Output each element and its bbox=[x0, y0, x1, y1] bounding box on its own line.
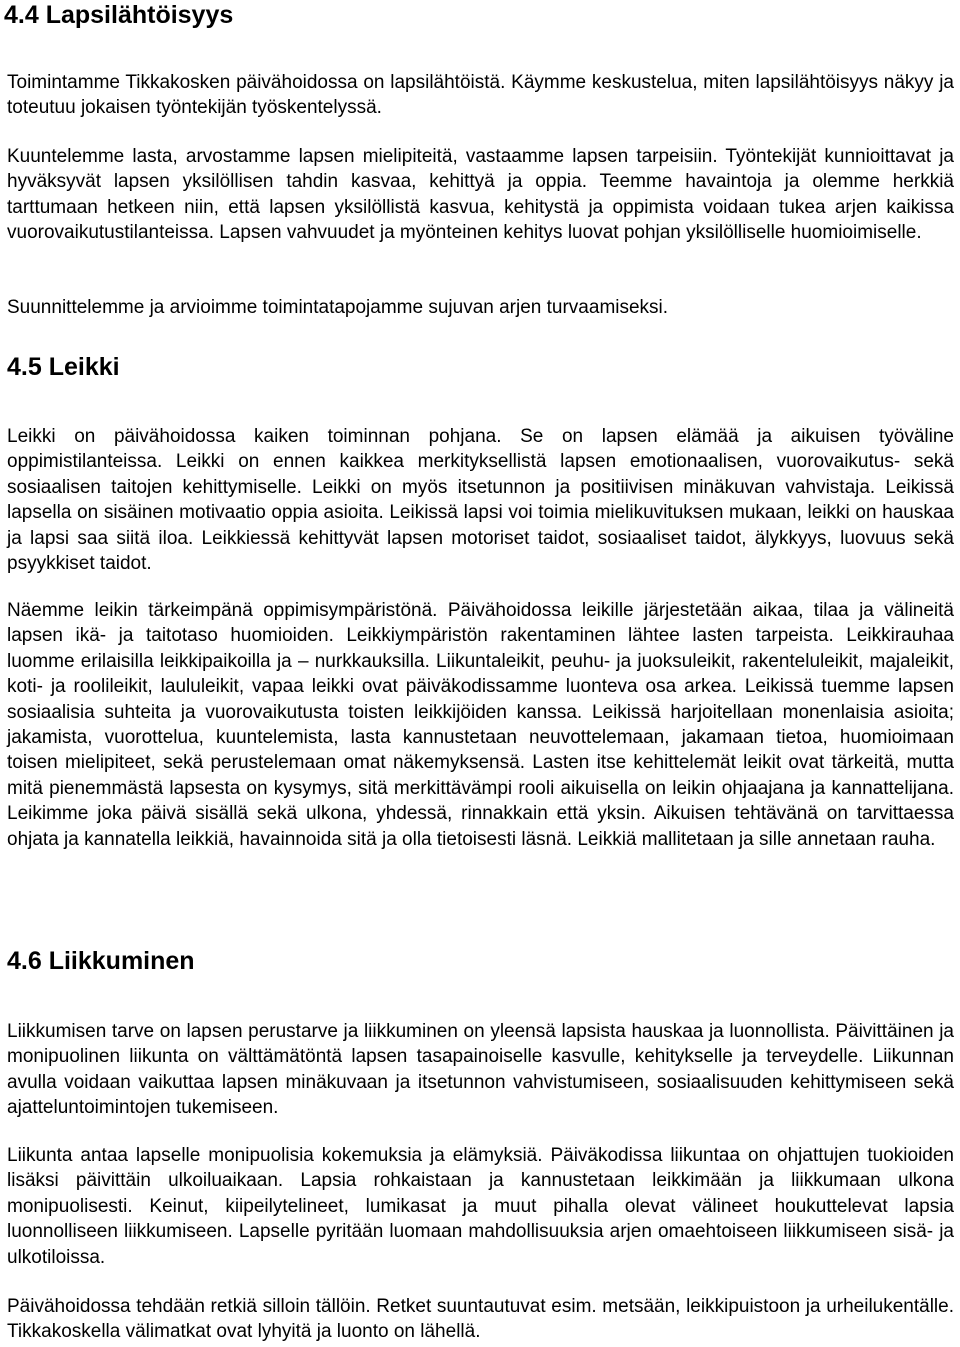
paragraph: Näemme leikin tärkeimpänä oppimisympäristönä. Päivähoidossa leikille järjestetään aikaa, tilaa ja välineitä lapsen ikä- ja taitotaso huomioiden. Leikkiympäristön rakentaminen lähtee lasten tarpeista. Leikkirauhaa luomme erilaisilla leikkipaikoilla ja – nurkkauksilla. Liikuntaleikit, peuhu- ja juoksuleikit, rakenteluleikit, majaleikit, koti- ja roolileikit, laululeikit, vapaa leikki ovat päiväkodissamme luonteva osa arkea. Leikissä tuemme lapsen sosiaalisia suhteita ja vuorovaikutusta toisten leikkijöiden kanssa. Leikissä harjoitellaan monenlaisia asioita; jakamista, vuorottelua, kuuntelemista, lasta kannustetaan neuvottelemaan, jakamaan tietoa, huomioimaan toisen mielipiteet, sekä perustelemaan omat näkemyksensä. Lasten itse kehittelemät leikit ovat tärkeitä, mutta mitä pienemmästä lapsesta on kysymys, sitä merkittävämpi rooli aikuisella on leikin ohjaajana ja kannattelijana. Leikimme joka päivä sisällä sekä ulkona, yhdessä, rinnakkain että yksin. Aikuisen tehtävänä on tarvittaessa ohjata ja kannatella leikkiä, havainnoida sitä ja olla tietoisesti läsnä. Leikkiä mallitetaan ja sille annetaan rauha. bbox=[7, 600, 954, 850]
paragraph: Päivähoidossa tehdään retkiä silloin tällöin. Retket suuntautuvat esim. metsään, leikkipuistoon ja urheilukentälle. Tikkakoskella välimatkat ovat lyhyitä ja luonto on lähellä. bbox=[7, 1296, 954, 1343]
paragraph: Liikunta antaa lapselle monipuolisia kokemuksia ja elämyksiä. Päiväkodissa liikuntaa on ohjattujen tuokioiden lisäksi päivittäin ulkoiluaikaan. Lapsia rohkaistaan ja kannustetaan leikkimään ja liikkumaan ulkona monipuolisesti. Keinut, kiipeilytelineet, lumikasat ja muut pihalla olevat välineet houkuttelevat lapsia luonnolliseen liikkumiseen. Lapselle pyritään luomaan mahdollisuuksia arjen omaehtoiseen liikkumiseen sisä- ja ulkotiloissa. bbox=[7, 1145, 954, 1268]
paragraph: Kuuntelemme lasta, arvostamme lapsen mielipiteitä, vastaamme lapsen tarpeisiin. Työntekijät kunnioittavat ja hyväksyvät lapsen yksilöllisen tahdin kasvaa, kehittyä ja oppia. Teemme havaintoja ja olemme herkkiä tarttumaan hetkeen niin, että lapsen yksilöllistä kasvua, kehitystä ja oppimista voidaan tukea arjen kaikissa vuorovaikutustilanteissa. Lapsen vahvuudet ja myönteinen kehitys luovat pohjan yksilölliselle huomioimiselle. bbox=[7, 146, 954, 244]
section-heading-lapsilahtoisyys: 4.4 Lapsilähtöisyys bbox=[4, 1, 234, 29]
paragraph: Leikki on päivähoidossa kaiken toiminnan pohjana. Se on lapsen elämää ja aikuisen työväline oppimistilanteissa. Leikki on ennen kaikkea merkityksellistä lapsen emotionaalisen, vuorovaikutus- sekä sosiaalisen taitojen kehittymiselle. Leikki on myös itsetunnon ja positiivisen minäkuvan vahvistaja. Leikissä lapsella on sisäinen motivaatio oppia asioita. Leikissä lapsi voi toimia mielikuvituksen mukaan, leikki on hauskaa ja lapsi saa siitä iloa. Leikkiessä kehittyvät lapsen motoriset taidot, sosiaaliset taidot, älykkyys, luovuus sekä psyykkiset taidot. bbox=[7, 426, 954, 575]
paragraph: Toimintamme Tikkakosken päivähoidossa on lapsilähtöistä. Käymme keskustelua, miten lapsilähtöisyys näkyy ja toteutuu jokaisen työntekijän työskentelyssä. bbox=[7, 72, 954, 119]
paragraph: Liikkumisen tarve on lapsen perustarve ja liikkuminen on yleensä lapsista hauskaa ja luonnollista. Päivittäinen ja monipuolinen liikunta on välttämätöntä lapsen tasapainoiselle kasvulle, kehitykselle ja terveydelle. Liikunnan avulla voidaan vaikuttaa lapsen minäkuvaan ja itsetunnon vahvistumiseen, sosiaalisuuden kehittymiseen sekä ajatteluntoimintojen tukemiseen. bbox=[7, 1021, 954, 1119]
section-heading-leikki: 4.5 Leikki bbox=[7, 353, 120, 381]
paragraph: Suunnittelemme ja arvioimme toimintatapojamme sujuvan arjen turvaamiseksi. bbox=[7, 297, 669, 318]
section-heading-liikkuminen: 4.6 Liikkuminen bbox=[7, 947, 195, 975]
